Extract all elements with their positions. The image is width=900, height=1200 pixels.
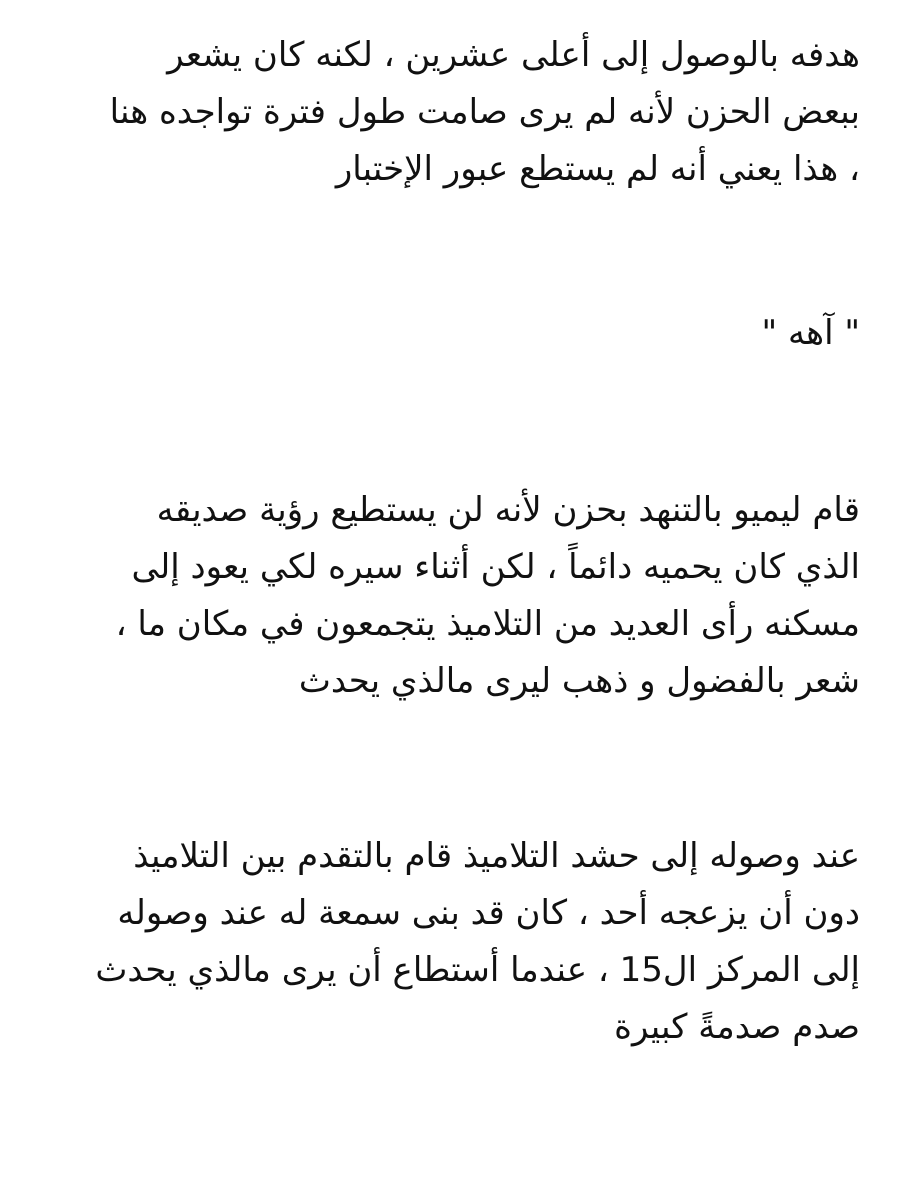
dialogue-line bbox=[52, 305, 860, 362]
text-line: عند وصوله إلى حشد التلاميذ قام بالتقدم بين التلاميذ bbox=[133, 836, 860, 876]
text-line: مسكنه رأى العديد من التلاميذ يتجمعون في مكان ما ، bbox=[115, 604, 860, 644]
paragraph bbox=[52, 828, 860, 1056]
text-line: ، هذا يعني أنه لم يستطع عبور الإختبار bbox=[335, 149, 860, 189]
text-line: الذي كان يحميه دائماً ، لكن أثناء سيره لكي يعود إلى bbox=[131, 547, 860, 587]
text-line: هدفه بالوصول إلى أعلى عشرين ، لكنه كان يشعر bbox=[167, 35, 860, 75]
text-line: إلى المركز ال15 ، عندما أستطاع أن يرى مالذي يحدث bbox=[95, 950, 860, 990]
text-line: صدم صدمةً كبيرة bbox=[614, 1007, 860, 1047]
text-line: قام ليميو بالتنهد بحزن لأنه لن يستطيع رؤية صديقه bbox=[156, 490, 860, 530]
text-line: دون أن يزعجه أحد ، كان قد بنى سمعة له عند وصوله bbox=[117, 893, 860, 933]
text-line: شعر بالفضول و ذهب ليرى مالذي يحدث bbox=[298, 661, 860, 701]
text-line: ببعض الحزن لأنه لم يرى صامت طول فترة تواجده هنا bbox=[109, 92, 860, 132]
paragraph bbox=[52, 482, 860, 710]
paragraph bbox=[52, 27, 860, 198]
text-line: " آهه " bbox=[761, 313, 860, 353]
